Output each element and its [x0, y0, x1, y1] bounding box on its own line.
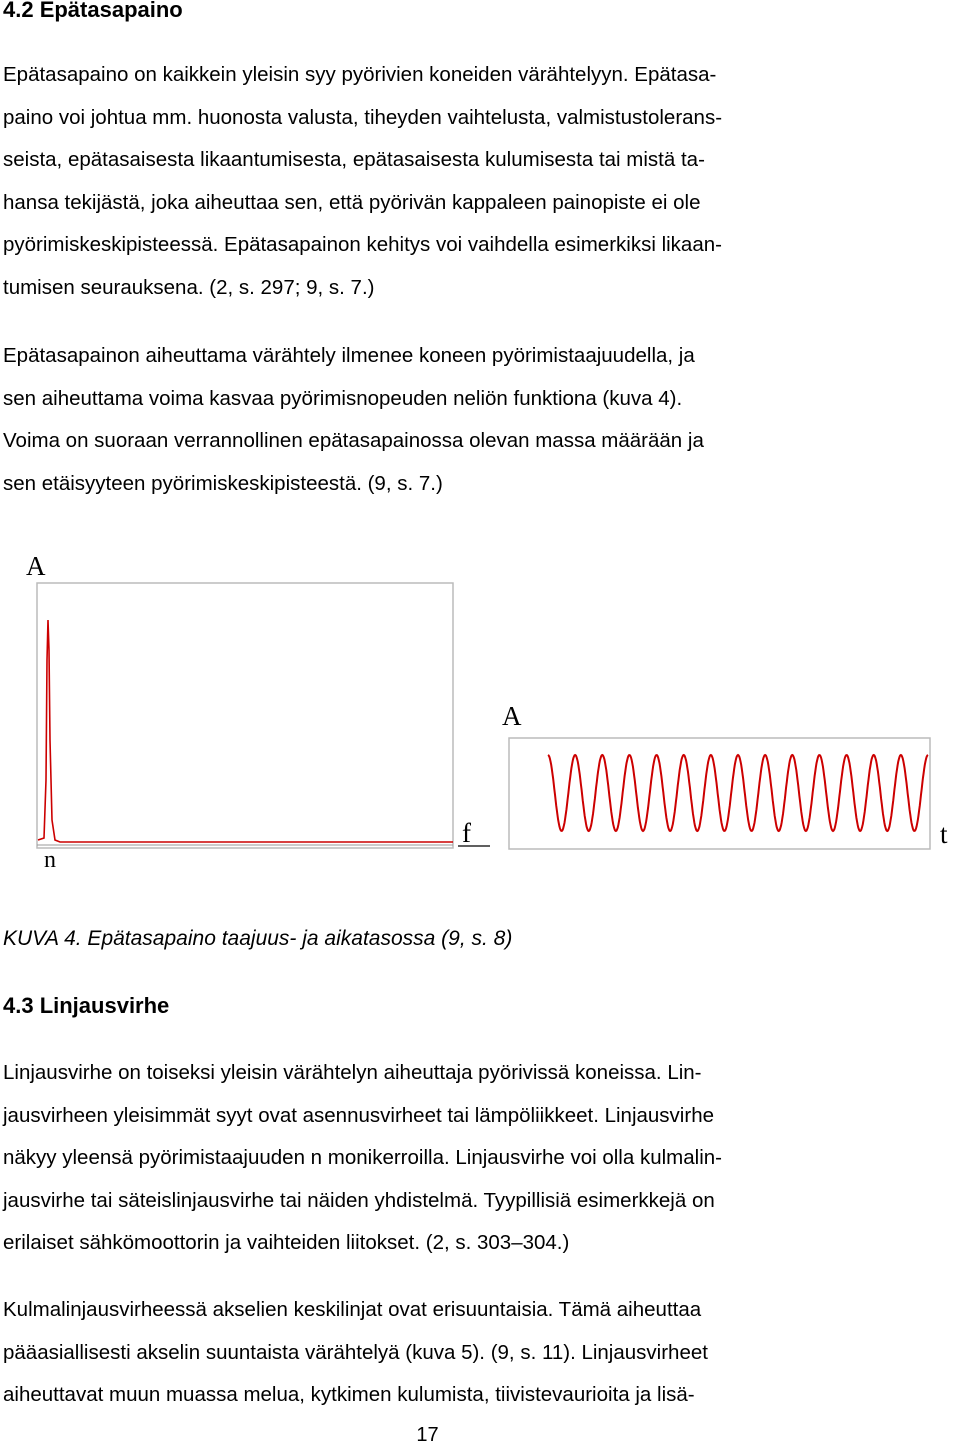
spectrum-peak-line	[38, 620, 453, 842]
text-line: seista, epätasaisesta likaantumisesta, epätasaisesta kulumisesta tai mistä ta-	[3, 148, 705, 172]
text-line: jausvirheen yleisimmät syyt ovat asennusvirheet tai lämpöliikkeet. Linjausvirhe	[3, 1103, 714, 1127]
text-line: erilaiset sähkömoottorin ja vaihteiden liitokset. (2, s. 303–304.)	[3, 1231, 570, 1255]
text-line: aiheuttavat muun muassa melua, kytkimen kulumista, tiivistevaurioita ja lisä-	[3, 1383, 695, 1407]
figure-caption: KUVA 4. Epätasapaino taajuus- ja aikatasossa (9, s. 8)	[3, 927, 513, 950]
paragraph-1	[3, 54, 903, 310]
text-line: Kulmalinjausvirheessä akselien keskilinjat ovat erisuuntaisia. Tämä aiheuttaa	[3, 1298, 702, 1321]
text-line: Linjausvirhe on toiseksi yleisin värähtelyn aiheuttaja pyörivissä koneissa. Lin-	[3, 1061, 702, 1084]
spectrum-frame	[37, 583, 453, 848]
text-line: Epätasapainon aiheuttama värähtely ilmenee koneen pyörimistaajuudella, ja	[3, 344, 695, 367]
spectrum-peak-label: n	[44, 847, 56, 873]
text-line: paino voi johtua mm. huonosta valusta, tiheyden vaihtelusta, valmistustolerans-	[3, 105, 723, 129]
text-line: Voima on suoraan verrannollinen epätasapainossa olevan massa määrään ja	[3, 429, 704, 453]
text-line: hansa tekijästä, joka aiheuttaa sen, että pyörivän kappaleen painopiste ei ole	[3, 190, 701, 214]
paragraph-2	[3, 335, 903, 505]
waveform-plot	[502, 701, 948, 849]
text-line: sen aiheuttama voima kasvaa pyörimisnopeuden neliön funktiona (kuva 4).	[3, 386, 683, 410]
text-line: sen etäisyyteen pyörimiskeskipisteestä. (9, s. 7.)	[3, 471, 443, 495]
spectrum-x-label: f	[462, 818, 471, 848]
figure-unbalance	[0, 540, 960, 890]
waveform-x-label: t	[940, 819, 948, 849]
text-line: jausvirhe tai säteislinjausvirhe tai näiden yhdistelmä. Tyypillisiä esimerkkejä on	[3, 1188, 715, 1212]
spectrum-plot	[26, 551, 490, 873]
paragraph-3	[3, 1052, 903, 1265]
text-line: näkyy yleensä pyörimistaajuuden n monikerroilla. Linjausvirhe voi olla kulmalin-	[3, 1146, 722, 1170]
section-heading-linjausvirhe: 4.3 Linjausvirhe	[3, 993, 170, 1018]
section-heading-epatasapaino: 4.2 Epätasapaino	[3, 0, 183, 22]
waveform-sine-line	[548, 755, 928, 831]
text-line: tumisen seurauksena. (2, s. 297; 9, s. 7.)	[3, 275, 375, 299]
paragraph-4	[3, 1289, 903, 1417]
waveform-y-label: A	[502, 701, 522, 731]
page-number: 17	[416, 1424, 439, 1446]
text-line: pääasiallisesti akselin suuntaista värähtelyä (kuva 5). (9, s. 11). Linjausvirheet	[3, 1340, 708, 1364]
spectrum-y-label: A	[26, 551, 46, 581]
text-line: Epätasapaino on kaikkein yleisin syy pyörivien koneiden värähtelyyn. Epätasa-	[3, 63, 717, 86]
text-line: pyörimiskeskipisteessä. Epätasapainon kehitys voi vaihdella esimerkiksi likaan-	[3, 233, 722, 257]
